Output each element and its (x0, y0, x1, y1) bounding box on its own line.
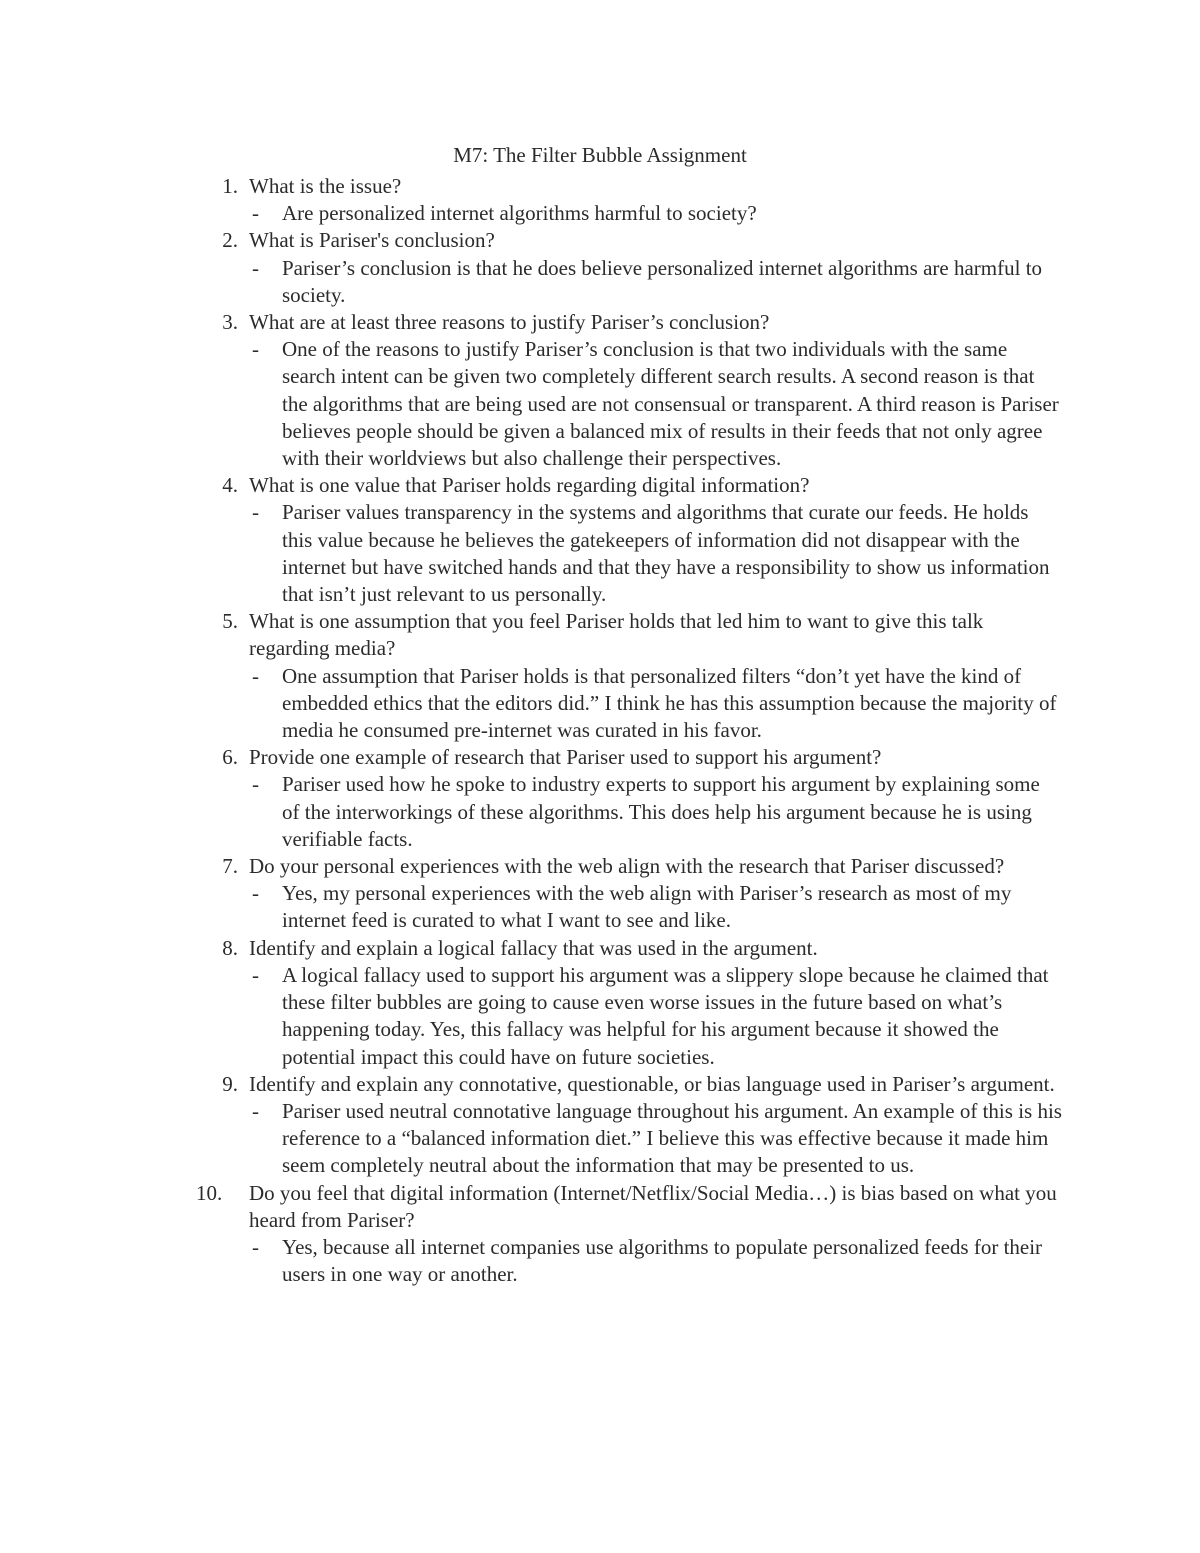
answer-3 (0, 336, 1200, 472)
dash-bullet: - (252, 337, 259, 362)
dash-bullet: - (252, 255, 259, 280)
question-text: Provide one example of research that Pariser used to support his argument? (249, 745, 882, 770)
answer-1 (0, 200, 1200, 227)
dash-bullet: - (252, 1098, 259, 1123)
question-number: 7. (222, 854, 238, 879)
question-number: 2. (222, 228, 238, 253)
dash-bullet: - (252, 962, 259, 987)
question-10 (0, 1180, 1200, 1234)
question-5 (0, 608, 1200, 662)
question-number: 6. (222, 745, 238, 770)
answer-2 (0, 255, 1200, 309)
answer-5 (0, 663, 1200, 745)
answer-text: Pariser’s conclusion is that he does believe personalized internet algorithms are harmful to society. (282, 255, 1043, 307)
question-text: Do you feel that digital information (Internet/Netflix/Social Media…) is bias based on what you heard from Pariser? (249, 1180, 1057, 1232)
question-text: What are at least three reasons to justify Pariser’s conclusion? (249, 310, 770, 335)
list-item (0, 1180, 1200, 1289)
question-text: What is Pariser's conclusion? (249, 228, 495, 253)
list-item (0, 227, 1200, 309)
question-6 (0, 744, 1200, 771)
question-text: What is one assumption that you feel Pariser holds that led him to want to give this talk regarding media? (249, 609, 984, 661)
list-item (0, 1071, 1200, 1180)
list-item (0, 173, 1200, 227)
question-text: What is the issue? (249, 174, 402, 198)
answer-text: One assumption that Pariser holds is that personalized filters “don’t yet have the kind of embedded ethics that the editors did.” I think he has this assumption because the majority of media he consumed pre-internet was curated in his favor. (282, 663, 1057, 743)
dash-bullet: - (252, 201, 259, 226)
list-item (0, 853, 1200, 935)
question-text: What is one value that Pariser holds regarding digital information? (249, 473, 810, 498)
question-number: 3. (222, 310, 238, 335)
dash-bullet: - (252, 881, 259, 906)
list-item (0, 744, 1200, 853)
dash-bullet: - (252, 663, 259, 688)
question-list (0, 173, 1200, 1288)
list-item (0, 309, 1200, 472)
question-9 (0, 1071, 1200, 1098)
answer-6 (0, 771, 1200, 853)
question-text: Do your personal experiences with the web align with the research that Pariser discussed? (249, 854, 1005, 879)
answer-4 (0, 499, 1200, 608)
question-number: 1. (222, 174, 238, 198)
answer-text: Yes, my personal experiences with the web align with Pariser’s research as most of my internet feed is curated to what I want to see and like. (282, 881, 1012, 933)
list-item (0, 935, 1200, 1071)
question-1 (0, 173, 1200, 200)
question-4 (0, 472, 1200, 499)
answer-text: A logical fallacy used to support his argument was a slippery slope because he claimed that these filter bubbles are going to cause even worse issues in the future based on what’s happening today. Yes, this fallacy was helpful for his argument because it showed the potential impact this could have on future societies. (282, 962, 1049, 1069)
answer-7 (0, 880, 1200, 934)
question-2 (0, 227, 1200, 254)
dash-bullet: - (252, 772, 259, 797)
question-number: 5. (222, 609, 238, 634)
question-number: 8. (222, 935, 238, 960)
question-number: 4. (222, 473, 238, 498)
dash-bullet: - (252, 500, 259, 525)
question-3 (0, 309, 1200, 336)
answer-text: One of the reasons to justify Pariser’s conclusion is that two individuals with the same search intent can be given two completely different search results. A second reason is that the algorithms that are being used are not consensual or transparent. A third reason is Pariser believes people should be given a balanced mix of results in their feeds that not only agree with their worldviews but also challenge their perspectives. (282, 337, 1059, 471)
question-number: 10. (196, 1180, 223, 1205)
document-title: M7: The Filter Bubble Assignment (453, 143, 747, 167)
answer-8 (0, 962, 1200, 1071)
answer-9 (0, 1098, 1200, 1180)
answer-text: Are personalized internet algorithms harmful to society? (282, 201, 757, 226)
answer-text: Yes, because all internet companies use algorithms to populate personalized feeds for their users in one way or another. (282, 1234, 1043, 1287)
question-text: Identify and explain any connotative, questionable, or bias language used in Pariser’s argument. (249, 1071, 1055, 1096)
answer-text: Pariser used neutral connotative language throughout his argument. An example of this is his reference to a “balanced information diet.” I believe this was effective because it made him seem completely neutral about the information that may be presented to us. (282, 1098, 1062, 1178)
dash-bullet: - (252, 1234, 259, 1259)
question-7 (0, 853, 1200, 880)
question-number: 9. (222, 1071, 238, 1096)
question-text: Identify and explain a logical fallacy that was used in the argument. (249, 935, 818, 960)
answer-text: Pariser used how he spoke to industry experts to support his argument by explaining some of the interworkings of these algorithms. This does help his argument because he is using verifiable facts. (282, 772, 1040, 851)
question-8 (0, 935, 1200, 962)
answer-10 (0, 1234, 1200, 1288)
answer-text: Pariser values transparency in the systems and algorithms that curate our feeds. He holds this value because he believes the gatekeepers of information did not disappear with the internet but have switched hands and that they have a responsibility to show us information that isn’t just relevant to us personally. (282, 500, 1050, 607)
list-item (0, 608, 1200, 744)
list-item (0, 472, 1200, 608)
